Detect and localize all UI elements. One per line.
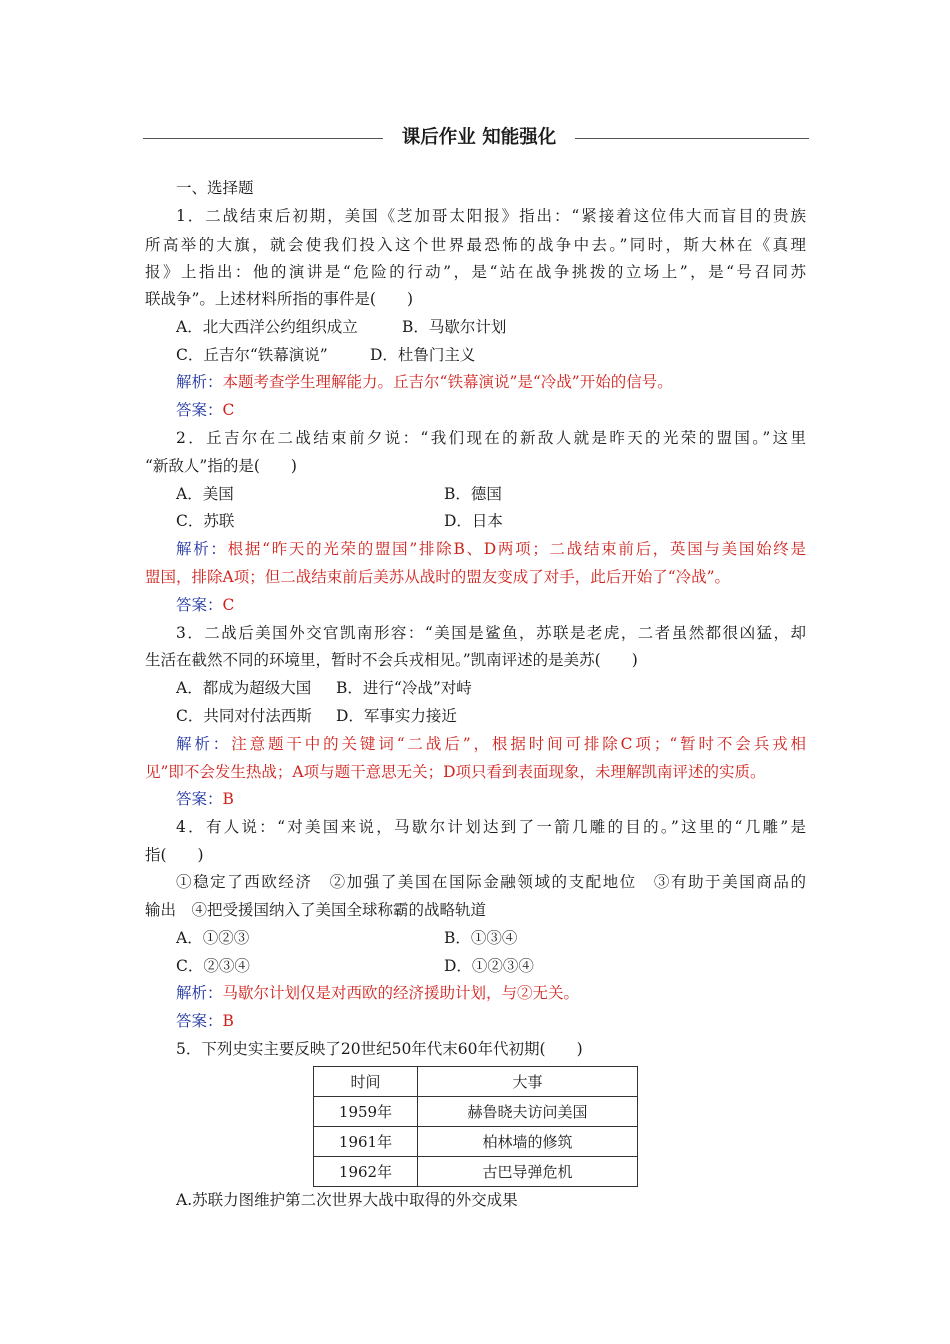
- q2-option-a: A．美国: [176, 485, 234, 503]
- q5-stem-line-1: 5．下列史实主要反映了20世纪50年代末60年代初期( ): [176, 1040, 583, 1058]
- q3-analysis-line-2: [145, 762, 810, 782]
- q4-option-c: C．②③④: [176, 957, 250, 975]
- q2-option-b: B．德国: [444, 485, 502, 503]
- q3-answer: [176, 789, 234, 809]
- q4-answer-label: 答案：: [176, 1012, 223, 1030]
- q3-analysis-text-2: 见”即不会发生热战；A项与题干意思无关；D项只看到表面现象，未理解凯南评述的实质。: [145, 763, 766, 781]
- q1-analysis-label: 解析：: [176, 373, 223, 391]
- q1-option-c: C．丘吉尔“铁幕演说”: [176, 346, 328, 364]
- section-heading: 一、选择题: [176, 179, 254, 197]
- q5-option-a: A.苏联力图维护第二次世界大战中取得的外交成果: [176, 1191, 518, 1209]
- q4-option-a: A．①②③: [176, 929, 250, 947]
- q4-stem-line-1: 4．有人说：“对美国来说，马歇尔计划达到了一箭几雕的目的。”这里的“几雕”是: [176, 818, 806, 836]
- q3-option-a: A．都成为超级大国: [176, 679, 312, 697]
- q1-option-b: B．马歇尔计划: [402, 318, 507, 336]
- q4-option-d: D．①②③④: [444, 957, 534, 975]
- q4-answer: [176, 1011, 234, 1031]
- table-row: [314, 1157, 638, 1187]
- page-title: 课后作业 知能强化: [401, 127, 557, 148]
- q2-analysis-text-2: 盟国，排除A项；但二战结束前后美苏从战时的盟友变成了对手，此后开始了“冷战”。: [145, 568, 731, 586]
- q4-stem-line-2: 指( ): [145, 846, 204, 864]
- q3-analysis-line-1: [176, 734, 806, 754]
- q1-analysis: [176, 372, 673, 392]
- q1-answer: [176, 400, 234, 420]
- q2-analysis-label: 解析：: [176, 540, 228, 558]
- page-header: [143, 125, 809, 151]
- q2-analysis-line-2: [145, 567, 806, 587]
- q1-stem-line-1: 1．二战结束后初期，美国《芝加哥太阳报》指出：“紧接着这位伟大而盲目的贵族: [176, 207, 806, 225]
- q1-answer-value: C: [222, 401, 235, 419]
- q2-option-c: C．苏联: [176, 512, 235, 530]
- q3-analysis-text-1: 注意题干中的关键词“二战后”，根据时间可排除C项；“暂时不会兵戎相: [231, 735, 806, 753]
- q3-answer-label: 答案：: [176, 790, 223, 808]
- q2-answer-label: 答案：: [176, 596, 223, 614]
- q2-answer-value: C: [222, 596, 235, 614]
- q3-option-d: D．军事实力接近: [336, 707, 457, 725]
- q3-stem-line-1: 3．二战后美国外交官凯南形容：“美国是鲨鱼，苏联是老虎，二者虽然都很凶猛，却: [176, 624, 806, 642]
- q1-stem-line-3: 报》上指出：他的演讲是“危险的行动”，是“站在战争挑拨的立场上”，是“号召同苏: [145, 263, 806, 281]
- q2-stem-line-1: 2．丘吉尔在二战结束前夕说：“我们现在的新敌人就是昨天的光荣的盟国。”这里: [176, 429, 806, 447]
- q4-answer-value: B: [222, 1012, 234, 1030]
- table-row: [314, 1127, 638, 1157]
- q1-stem-line-4: 联战争”。上述材料所指的事件是( ): [145, 290, 414, 308]
- q3-option-c: C．共同对付法西斯: [176, 707, 312, 725]
- q1-answer-label: 答案：: [176, 401, 223, 419]
- q2-analysis-line-1: [176, 539, 806, 559]
- q1-stem-line-2: 所高举的大旗，就会使我们投入这个世界最恐怖的战争中去。”同时，斯大林在《真理: [145, 236, 806, 254]
- table-cell-event: 古巴导弹危机: [418, 1157, 638, 1187]
- title-rule-right: [575, 138, 809, 139]
- q3-stem-line-2: 生活在截然不同的环境里，暂时不会兵戎相见。”凯南评述的是美苏( ): [145, 651, 638, 669]
- q4-stem-line-4: 输出 ④把受援国纳入了美国全球称霸的战略轨道: [145, 901, 487, 919]
- title-rule-left: [143, 138, 383, 139]
- q2-option-d: D．日本: [444, 512, 503, 530]
- table-row: [314, 1097, 638, 1127]
- q2-analysis-text-1: 根据“昨天的光荣的盟国”排除B、D两项；二战结束前后，英国与美国始终是: [227, 540, 806, 558]
- table-cell-year: 1961年: [314, 1127, 418, 1157]
- q2-answer: [176, 595, 234, 615]
- q4-analysis-text: 马歇尔计划仅是对西欧的经济援助计划，与②无关。: [222, 984, 580, 1002]
- table-cell-event: 柏林墙的修筑: [418, 1127, 638, 1157]
- table-header-event: 大事: [418, 1067, 638, 1097]
- table-header-time: 时间: [314, 1067, 418, 1097]
- q3-option-b: B．进行“冷战”对峙: [336, 679, 472, 697]
- table-cell-year: 1959年: [314, 1097, 418, 1127]
- q2-stem-line-2: “新敌人”指的是( ): [145, 457, 297, 475]
- q1-option-a: A．北大西洋公约组织成立: [176, 318, 358, 336]
- table-cell-event: 赫鲁晓夫访问美国: [418, 1097, 638, 1127]
- table-cell-year: 1962年: [314, 1157, 418, 1187]
- q4-analysis: [176, 983, 579, 1003]
- q3-analysis-label: 解析：: [176, 735, 232, 753]
- events-table: [313, 1066, 638, 1187]
- q4-analysis-label: 解析：: [176, 984, 223, 1002]
- q1-option-d: D．杜鲁门主义: [370, 346, 476, 364]
- q4-option-b: B．①③④: [444, 929, 518, 947]
- table-header-row: [314, 1067, 638, 1097]
- q3-answer-value: B: [222, 790, 234, 808]
- q4-stem-line-3: ①稳定了西欧经济 ②加强了美国在国际金融领域的支配地位 ③有助于美国商品的: [176, 873, 806, 891]
- q1-analysis-text: 本题考查学生理解能力。丘吉尔“铁幕演说”是“冷战”开始的信号。: [222, 373, 673, 391]
